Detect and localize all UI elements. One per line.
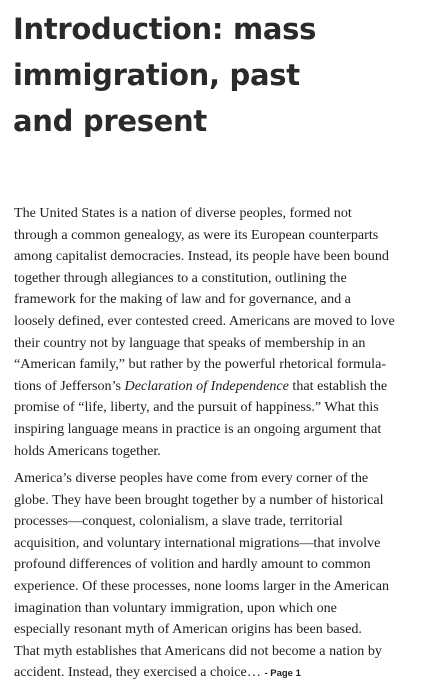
text-line: profound differences of volition and hardly amount to common [14, 556, 371, 573]
text-line: loosely defined, ever contested creed. Americans are moved to love [14, 312, 395, 329]
text-line: That myth establishes that Americans did not become a nation by [14, 642, 382, 659]
text-line: promise of “life, liberty, and the pursuit of happiness.” What this [14, 399, 379, 416]
text-line: experience. Of these processes, none looms larger in the American [14, 577, 390, 594]
page-number-label: - Page 1 [264, 668, 301, 680]
text-run: accident. Instead, they exercised a choice… [14, 664, 261, 681]
text-line: processes—conquest, colonialism, a slave trade, territorial [14, 513, 343, 530]
text-line: especially resonant myth of American origins has been based. [14, 621, 362, 638]
text-run: tions of Jefferson’s [14, 377, 125, 394]
text-line: America’s diverse peoples have come from every corner of the [14, 470, 369, 486]
text-line: together through allegiances to a constitution, outlining the [14, 269, 347, 286]
body-paragraph-1 [14, 203, 424, 462]
document-title-italic: Declaration of Independence [124, 377, 289, 394]
text-run: that establish the [288, 377, 388, 394]
chapter-title [13, 6, 413, 144]
text-line [14, 376, 424, 398]
text-line: framework for the making of law and for governance, and a [14, 291, 351, 308]
chapter-title-line: immigration, past [13, 58, 300, 92]
text-line: imagination than voluntary immigration, upon which one [14, 599, 337, 616]
text-line: among capitalist democracies. Instead, its people have been bound [14, 248, 389, 265]
text-line: through a common genealogy, as were its European counterparts [14, 226, 379, 243]
body-paragraph-2 [14, 468, 424, 685]
text-line: their country not by language that speaks of membership in an [14, 334, 366, 351]
chapter-title-line: Introduction: mass [13, 12, 317, 46]
text-line: The United States is a nation of diverse peoples, formed not [14, 205, 352, 221]
text-line [14, 662, 424, 685]
text-line: holds Americans together. [14, 442, 161, 459]
chapter-title-line: and present [13, 104, 207, 138]
text-line: globe. They have been brought together by a number of historical [14, 491, 384, 508]
text-line: acquisition, and voluntary international migrations—that involve [14, 534, 381, 551]
text-line: inspiring language means in practice is an ongoing argument that [14, 420, 382, 437]
text-line: “American family,” but rather by the powerful rhetorical formula- [14, 356, 387, 373]
